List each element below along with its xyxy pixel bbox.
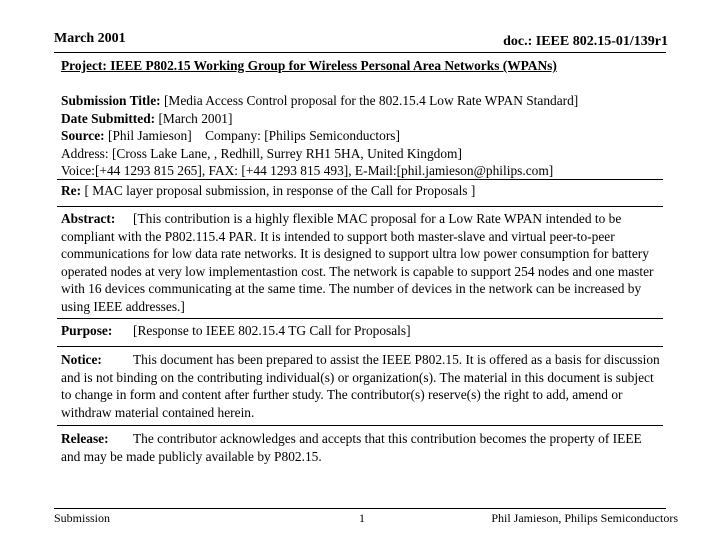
source-label: Source:	[61, 128, 105, 143]
release-text: The contributor acknowledges and accepts that this contribution becomes the property of IEEE and may be made publicly available by P802.15.	[61, 431, 642, 464]
release-label: Release:	[61, 431, 109, 446]
submission-title-line	[61, 92, 661, 110]
notice-text: This document has been prepared to assist the IEEE P802.15. It is offered as a basis for discussion and is not binding on the contributing individual(s) or organization(s). The material in this document is subject to change in form and content after further study. The contributor(s) reserve(s) the right to add, amend or withdraw material contained herein.	[61, 352, 660, 420]
separator-rule	[57, 206, 663, 207]
header-date: March 2001	[54, 31, 126, 46]
footer-rule	[54, 508, 666, 509]
purpose-section	[61, 322, 661, 340]
notice-label: Notice:	[61, 352, 102, 367]
notice-section	[61, 351, 661, 421]
separator-rule	[57, 179, 663, 180]
separator-rule	[57, 318, 663, 319]
abstract-text: [This contribution is a highly flexible MAC proposal for a Low Rate WPAN intended to be compliant with the P802.115.4 PAR. It is intended to support both master-slave and virtual peer-to-peer communications for low data rate networks. It is designed to support ultra low power consumption for battery operated nodes at very low implementastion cost. The network is capable to support 254 nodes and one master with 16 devices communicating at the same time. The number of devices in the network can be increased by using IEEE addresses.]	[61, 211, 654, 314]
separator-rule	[57, 425, 663, 426]
re-label: Re:	[61, 183, 82, 198]
submission-info	[61, 92, 661, 180]
footer-page-number: 1	[359, 511, 365, 525]
voice-line: Voice:[+44 1293 815 265], FAX: [+44 1293 815 493], E-Mail:[phil.jamieson@philips.com]	[61, 163, 554, 178]
re-section	[61, 182, 661, 200]
header-rule	[54, 52, 666, 53]
project-title: Project: IEEE P802.15 Working Group for Wireless Personal Area Networks (WPANs)	[61, 58, 557, 73]
purpose-label: Purpose:	[61, 323, 113, 338]
submission-title-value: [Media Access Control proposal for the 802.15.4 Low Rate WPAN Standard]	[163, 93, 579, 108]
date-submitted-label: Date Submitted:	[61, 110, 156, 126]
separator-rule	[57, 346, 663, 347]
address-line: Address: [Cross Lake Lane, , Redhill, Surrey RH1 5HA, United Kingdom]	[61, 145, 462, 161]
release-section	[61, 430, 661, 465]
source-value: [Phil Jamieson] Company: [Philips Semiconductors]	[108, 128, 400, 143]
footer-author: Phil Jamieson, Philips Semiconductors	[491, 511, 678, 525]
date-submitted-line	[61, 110, 661, 128]
header-doc-id: doc.: IEEE 802.15-01/139r1	[503, 34, 668, 49]
source-line	[61, 127, 661, 145]
submission-title-label: Submission Title:	[61, 93, 161, 108]
purpose-text: [Response to IEEE 802.15.4 TG Call for Proposals]	[133, 323, 411, 338]
abstract-section	[61, 210, 661, 315]
re-text: [ MAC layer proposal submission, in response of the Call for Proposals ]	[84, 183, 476, 198]
footer-submission: Submission	[54, 511, 111, 525]
date-submitted-value: [March 2001]	[158, 110, 233, 126]
abstract-label: Abstract:	[61, 211, 116, 226]
